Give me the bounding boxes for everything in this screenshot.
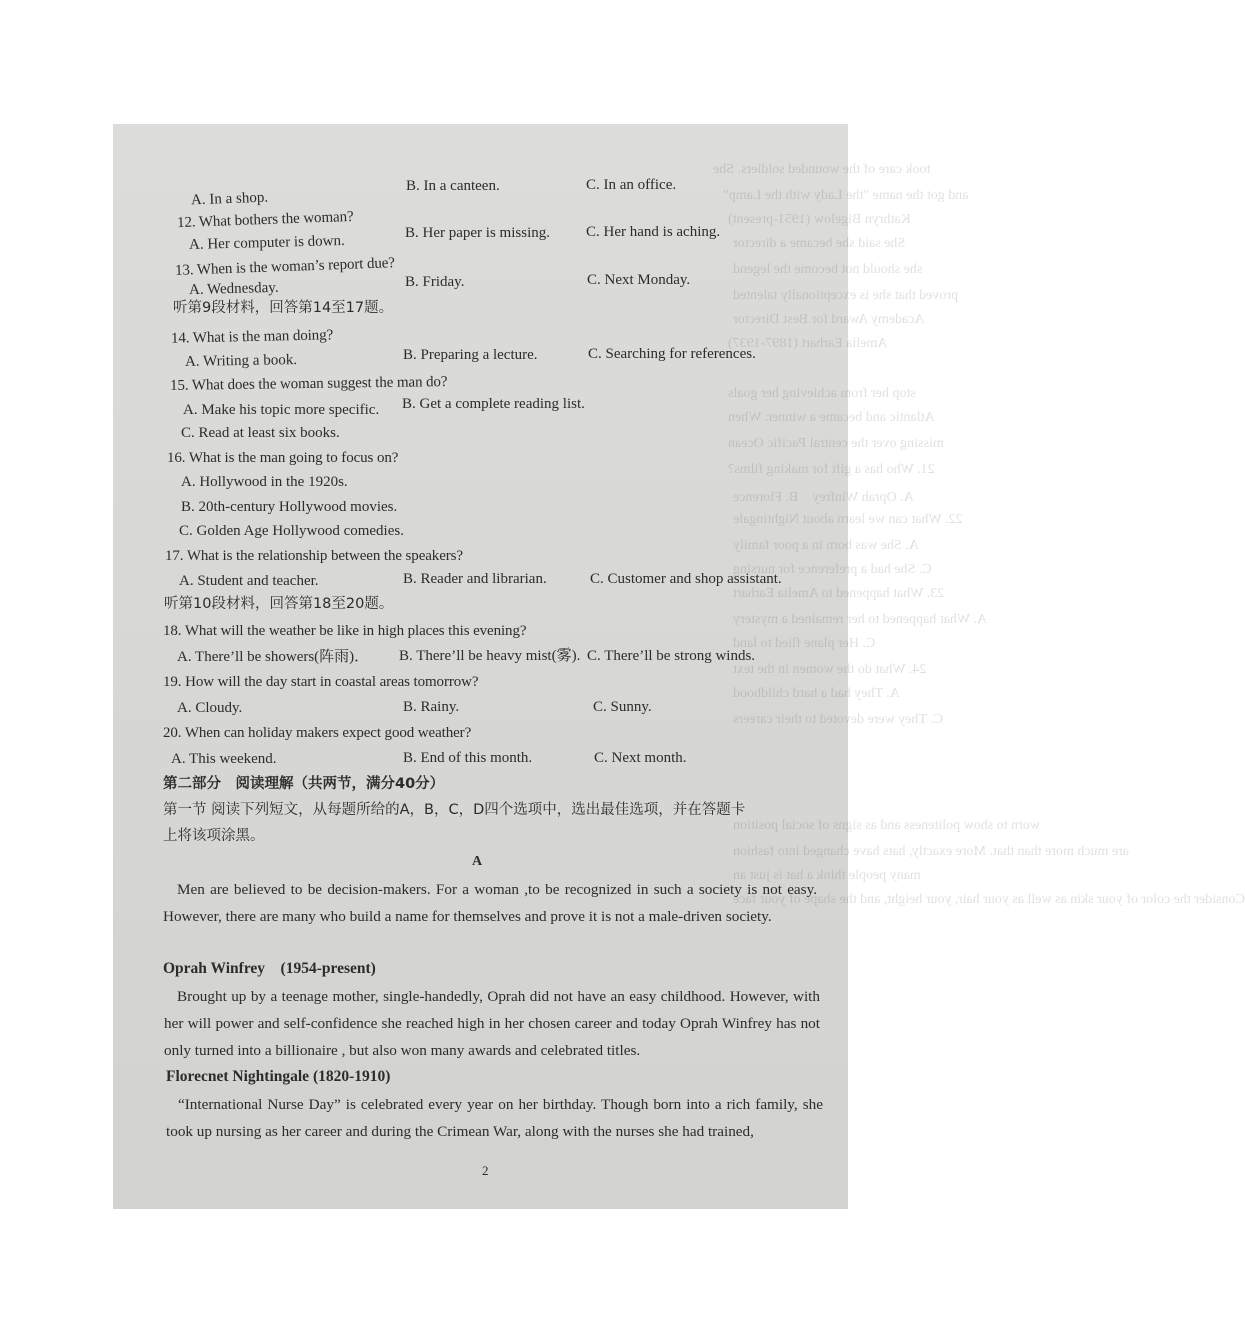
q13-option-b: B. Friday. — [405, 274, 465, 290]
q20-option-c: C. Next month. — [594, 750, 687, 766]
oprah-heading: Oprah Winfrey (1954-present) — [163, 960, 376, 977]
question-18: 18. What will the weather be like in high places this evening? — [163, 623, 527, 639]
q15-option-b: B. Get a complete reading list. — [402, 396, 585, 412]
q11-option-c: C. In an office. — [586, 177, 677, 193]
q17-option-c: C. Customer and shop assistant. — [590, 571, 782, 587]
exam-page: took care of the wounded soldiers. She and got the name "the Lady with the Lamp" Kathryn Bigelow (1951-present) She said she became a director she should not become the legend proved that she is exceptionally talented Academy Award for Best Director Amelia Earhart (1897-1937) stop her from achieving her goals Atlantic and became a winner. When missing over the central Pacific Ocean 21. Who has a gift for making films? A. Oprah Winfrey B. Florence 22. What can we learn about Nightingale A. She was born in a poor family C. She had a preference for nursing 23. What happened to Amelia Earhart A. What happened to her remained a mystery C. Her plane flied to land 24. What do the women in the text A. They had a hard childhood C. They were devoted to their careers worn to show politeness and as signs of social position are much more than that. More exactly, hats have changed into fashion many people think a hat is just an Consider the color of your skin as well as your hair, your height, and the shape of your face A. In a shop. B. In a canteen. C. In an office. 12. What bothers the woman? A. Her computer is down. B. Her paper is missing. C. Her hand is aching. 13. When is the woman’s report due? A. Wednesday. B. Friday. C. Next Monday. 听第9段材料，回答第14至17题。 14. What is the man doing? A. Writing a book. B. Preparing a lecture. C. Searching for references. 15. What does the woman suggest the man do? A. Make his topic more specific. B. Get a complete reading list. C. Read at least six books. 16. What is the man going to focus on? A. Hollywood in the 1920s. B. 20th-century Hollywood movies. C. Golden Age Hollywood comedies. 17. What is the relationship between the speakers? A. Student and teacher. B. Reader and librarian. C. Customer and shop assistant. 听第10段材料，回答第18至20题。 18. What will the weather be like in high places this evening? A. There’ll be showers(阵雨)． B. There’ll be heavy mist(雾). C. There’ll be strong winds. 19. How will the day start in coastal areas tomorrow? A. Cloudy. B. Rainy. C. Sunny. 20. When can holiday makers expect good weather? A. This weekend. B. End of this month. C. Next month. 第二部分 阅读理解（共两节，满分40分） 第一节 阅读下列短文，从每题所给的A，B，C，D四个选项中，选出最佳选项，并在答题卡 上将该项涂黑。 A Men are believed to be decision-makers. For a woman ,to be recognized in such a society is not easy. However, there are many who build a name for themselves and prove it is not a male-driven society. Oprah Winfrey (1954-present) Brought up by a teenage mother, single-handedly, Oprah did not have an easy childhood. However, with her will power and self-confidence she reached high in her chosen career and today Oprah Winfrey has not only turned into a billionaire , but also won many awards and celebrated titles. Florecnet Nightingale (1820-1910) “International Nurse Day” is celebrated every year on her birthday. Though born into a rich family, she took up nursing as her career and during the Crimean War, along with the nurses she had trained, 2 — [113, 124, 848, 1209]
question-13: 13. When is the woman’s report due? — [174, 255, 396, 279]
q18-option-b: B. There’ll be heavy mist(雾). — [399, 648, 581, 664]
question-20: 20. When can holiday makers expect good weather? — [163, 725, 472, 741]
question-15: 15. What does the woman suggest the man do? — [169, 374, 448, 394]
q14-option-a: A. Writing a book. — [184, 352, 298, 370]
q13-option-a: A. Wednesday. — [188, 279, 279, 299]
part-two-title: 第二部分 阅读理解（共两节，满分40分） — [163, 776, 445, 792]
q12-option-b: B. Her paper is missing. — [405, 225, 550, 241]
question-19: 19. How will the day start in coastal areas tomorrow? — [163, 674, 479, 690]
q16-option-b: B. 20th-century Hollywood movies. — [181, 499, 398, 515]
q12-option-a: A. Her computer is down. — [188, 232, 345, 254]
page-number: 2 — [482, 1163, 489, 1178]
q17-option-b: B. Reader and librarian. — [403, 571, 547, 587]
section-one-instruction-line2: 上将该项涂黑。 — [163, 828, 265, 844]
passage-intro: Men are believed to be decision-makers. For a woman ,to be recognized in such a society is not easy. However, there are many who build a name for themselves and prove it is not a male-driven society. — [163, 881, 817, 925]
q15-option-a: A. Make his topic more specific. — [183, 402, 380, 418]
q11-option-a: A. In a shop. — [190, 189, 269, 209]
section-instruction-9: 听第9段材料，回答第14至17题。 — [173, 300, 394, 316]
q15-option-c: C. Read at least six books. — [181, 425, 340, 441]
passage-label: A — [472, 854, 483, 869]
q19-option-c: C. Sunny. — [593, 699, 652, 715]
question-12: 12. What bothers the woman? — [176, 208, 354, 232]
q16-option-c: C. Golden Age Hollywood comedies. — [179, 523, 404, 539]
oprah-paragraph: Brought up by a teenage mother, single-handedly, Oprah did not have an easy childhood. However, with her will power and self-confidence she reached high in her chosen career and today Oprah Winfrey has not only turned into a billionaire , but also won many awards and celebrated titles. — [164, 988, 820, 1059]
question-16: 16. What is the man going to focus on? — [167, 450, 399, 466]
section-instruction-10: 听第10段材料，回答第18至20题。 — [164, 596, 394, 612]
q11-option-b: B. In a canteen. — [406, 178, 500, 194]
q20-option-a: A. This weekend. — [171, 751, 277, 767]
q20-option-b: B. End of this month. — [403, 750, 533, 766]
question-14: 14. What is the man doing? — [170, 327, 334, 347]
q16-option-a: A. Hollywood in the 1920s. — [181, 474, 348, 490]
section-one-instruction-line1: 第一节 阅读下列短文，从每题所给的A，B，C，D四个选项中，选出最佳选项，并在答题卡 — [163, 802, 746, 818]
q19-option-a: A. Cloudy. — [177, 700, 243, 716]
q18-option-c: C. There’ll be strong winds. — [587, 648, 756, 664]
q19-option-b: B. Rainy. — [403, 699, 460, 715]
q18-option-a: A. There’ll be showers(阵雨)． — [177, 649, 370, 665]
q14-option-b: B. Preparing a lecture. — [403, 347, 538, 363]
q17-option-a: A. Student and teacher. — [179, 573, 319, 589]
q12-option-c: C. Her hand is aching. — [586, 224, 721, 240]
q14-option-c: C. Searching for references. — [588, 346, 756, 362]
nightingale-paragraph: “International Nurse Day” is celebrated every year on her birthday. Though born into a rich family, she took up nursing as her career and during the Crimean War, along with the nurses she had trained, — [166, 1096, 823, 1140]
question-17: 17. What is the relationship between the speakers? — [165, 548, 463, 564]
q13-option-c: C. Next Monday. — [587, 272, 691, 288]
nightingale-heading: Florecnet Nightingale (1820-1910) — [166, 1068, 391, 1085]
